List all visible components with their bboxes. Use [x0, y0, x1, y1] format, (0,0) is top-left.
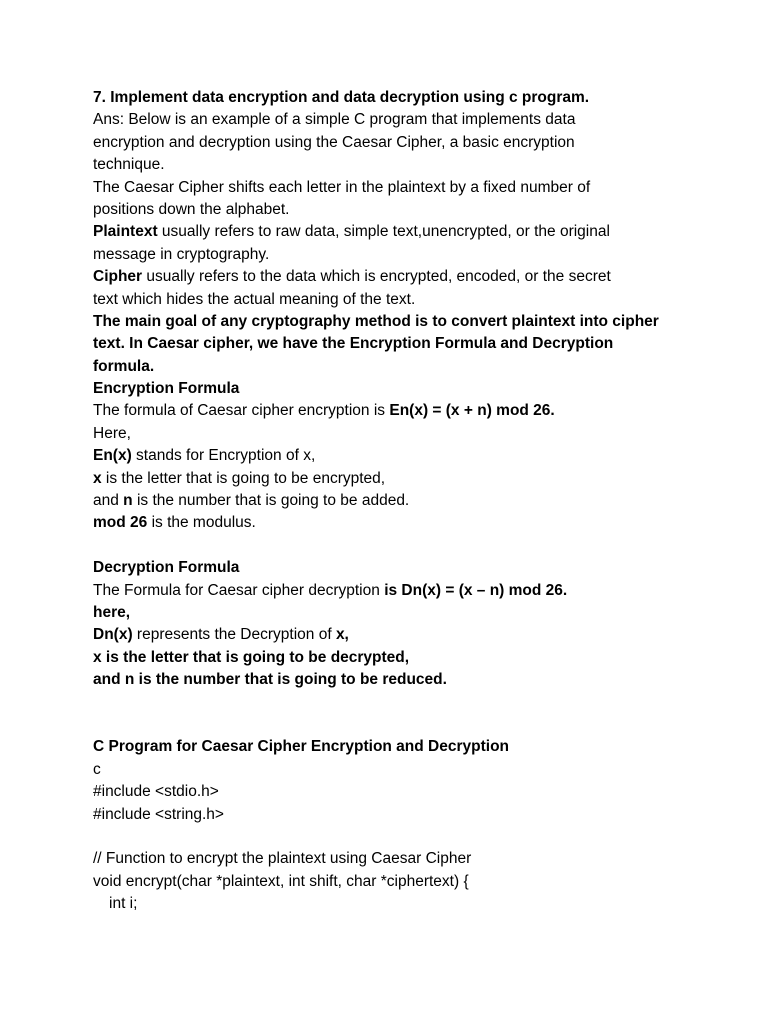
- decryption-n-line: and n is the number that is going to be reduced.: [93, 671, 447, 689]
- plaintext-definition: usually refers to raw data, simple text,unencrypted, or the original: [157, 223, 610, 241]
- spacer: [93, 826, 683, 848]
- goal-line-3: formula.: [93, 357, 155, 375]
- encryption-x-line: x is the letter that is going to be encrypted,: [93, 469, 386, 487]
- code-language: c: [93, 760, 101, 778]
- code-comment: // Function to encrypt the plaintext using Caesar Cipher: [93, 850, 472, 868]
- spacer: [93, 714, 683, 736]
- cipher-term: Cipher: [93, 268, 143, 286]
- goal-line-2: text. In Caesar cipher, we have the Encryption Formula and Decryption: [93, 335, 614, 353]
- encryption-mod-line: mod 26 is the modulus.: [93, 514, 256, 532]
- intro-line-3: technique.: [93, 156, 165, 174]
- encryption-formula-line: The formula of Caesar cipher encryption is En(x) = (x + n) mod 26.: [93, 402, 555, 420]
- caesar-line-1: The Caesar Cipher shifts each letter in the plaintext by a fixed number of: [93, 178, 591, 196]
- encryption-heading: Encryption Formula: [93, 380, 240, 398]
- decryption-dnx-line: Dn(x) represents the Decryption of x,: [93, 626, 349, 644]
- document-page: [93, 87, 683, 915]
- intro-line-1: Ans: Below is an example of a simple C program that implements data: [93, 111, 576, 129]
- plaintext-term: Plaintext: [93, 223, 158, 241]
- cipher-definition: usually refers to the data which is encrypted, encoded, or the secret: [142, 268, 611, 286]
- plaintext-definition-line-1: [93, 221, 683, 243]
- spacer: [93, 692, 683, 714]
- cipher-definition-line-1: [93, 266, 683, 288]
- program-heading: C Program for Caesar Cipher Encryption and Decryption: [93, 738, 510, 756]
- spacer: [93, 535, 683, 557]
- encryption-here: Here,: [93, 424, 131, 442]
- code-function-signature: void encrypt(char *plaintext, int shift, char *ciphertext) {: [93, 872, 469, 890]
- decryption-formula: is Dn(x) = (x – n) mod 26.: [384, 581, 568, 599]
- decryption-x-line: x is the letter that is going to be decrypted,: [93, 648, 410, 666]
- decryption-here: here,: [93, 603, 131, 621]
- code-include-stdio: #include <stdio.h>: [93, 783, 219, 801]
- code-include-string: #include <string.h>: [93, 805, 224, 823]
- cipher-definition-line-2: text which hides the actual meaning of the text.: [93, 290, 416, 308]
- decryption-formula-line: The Formula for Caesar cipher decryption is Dn(x) = (x – n) mod 26.: [93, 581, 568, 599]
- encryption-enx-line: En(x) stands for Encryption of x,: [93, 447, 316, 465]
- intro-line-2: encryption and decryption using the Caesar Cipher, a basic encryption: [93, 133, 575, 151]
- goal-line-1: The main goal of any cryptography method is to convert plaintext into cipher: [93, 312, 659, 330]
- code-int-declaration: int i;: [109, 895, 138, 913]
- caesar-line-2: positions down the alphabet.: [93, 200, 290, 218]
- encryption-n-line: and n is the number that is going to be added.: [93, 492, 410, 510]
- question-title: 7. Implement data encryption and data decryption using c program.: [93, 89, 590, 106]
- encryption-formula: En(x) = (x + n) mod 26.: [389, 402, 555, 420]
- plaintext-definition-line-2: message in cryptography.: [93, 245, 270, 263]
- decryption-heading: Decryption Formula: [93, 559, 240, 577]
